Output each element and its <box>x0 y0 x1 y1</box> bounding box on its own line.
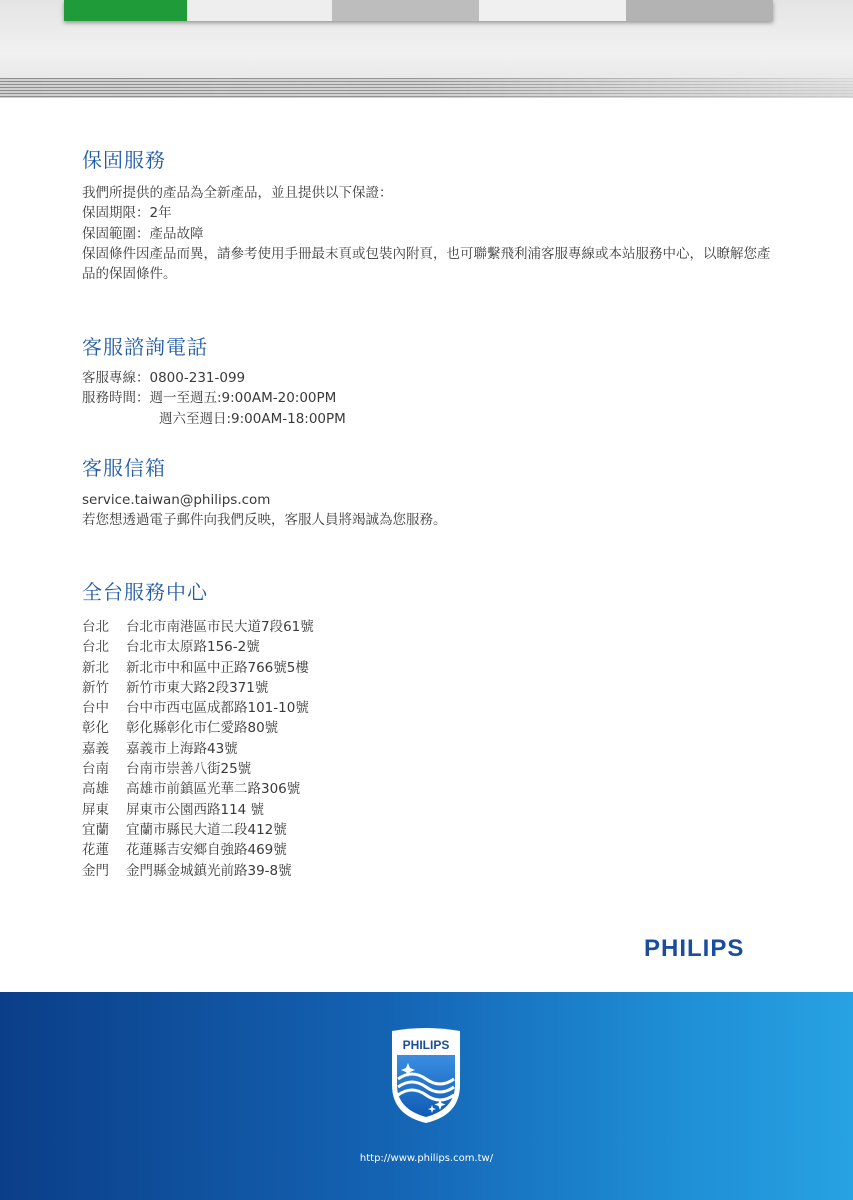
center-row <box>82 739 782 759</box>
philips-wordmark: PHILIPS <box>644 935 745 962</box>
center-address: 台中市西屯區成都路101-10號 <box>126 700 309 717</box>
hotline-hours-weekday: 週一至週五:9:00AM-20:00PM <box>149 390 337 407</box>
center-city: 台北 <box>82 619 109 635</box>
strip-segment-green <box>64 0 187 21</box>
center-city: 金門 <box>82 862 109 879</box>
center-row <box>82 820 782 840</box>
banner-stripes <box>0 78 853 98</box>
center-city: 台中 <box>82 700 109 717</box>
center-address: 宜蘭市縣民大道二段412號 <box>126 821 287 838</box>
center-row <box>82 637 782 657</box>
center-address: 屏東市公園西路114 號 <box>126 801 265 818</box>
warranty-period: 保固期限：2年 <box>82 205 172 222</box>
email-address: service.taiwan@philips.com <box>82 492 271 508</box>
center-row <box>82 800 782 820</box>
center-row <box>82 698 782 718</box>
center-city: 台北 <box>82 639 109 656</box>
shield-wordmark: PHILIPS <box>402 1038 450 1052</box>
center-city: 新竹 <box>82 679 109 696</box>
hotline-title: 客服諮詢電話 <box>82 335 208 359</box>
center-address: 新北市中和區中正路766號5樓 <box>126 659 309 676</box>
hotline-phone: 0800-231-099 <box>149 370 246 386</box>
centers-title: 全台服務中心 <box>82 580 208 604</box>
center-city: 花蓮 <box>82 842 109 859</box>
hotline-hours-row-2 <box>82 409 782 429</box>
hotline-block <box>82 368 782 429</box>
centers-list <box>82 617 782 881</box>
center-city: 新北 <box>82 659 109 676</box>
email-note: 若您想透過電子郵件向我們反映，客服人員將竭誠為您服務。 <box>82 512 447 529</box>
center-row <box>82 840 782 860</box>
warranty-title: 保固服務 <box>82 148 166 172</box>
email-title: 客服信箱 <box>82 456 166 480</box>
center-address: 高雄市前鎮區光華二路306號 <box>126 781 301 798</box>
hotline-hours-label: 服務時間： <box>82 390 150 407</box>
center-address: 台北市太原路156-2號 <box>126 639 260 656</box>
center-row <box>82 861 782 881</box>
center-row <box>82 678 782 698</box>
hotline-phone-label: 客服專線： <box>82 370 150 386</box>
center-city: 彰化 <box>82 720 109 737</box>
footer-url[interactable]: http://www.philips.com.tw/ <box>359 1153 494 1164</box>
center-address: 花蓮縣吉安鄉自強路469號 <box>126 842 287 859</box>
center-row <box>82 759 782 779</box>
center-address: 新竹市東大路2段371號 <box>126 679 269 696</box>
center-city: 屏東 <box>82 801 109 818</box>
center-city: 台南 <box>82 761 109 778</box>
strip-segment <box>479 0 626 21</box>
center-row <box>82 617 782 637</box>
strip-segment <box>626 0 773 21</box>
philips-shield-icon <box>388 1027 464 1125</box>
strip-segment <box>332 0 479 21</box>
hotline-phone-row <box>82 368 782 388</box>
center-row <box>82 779 782 799</box>
center-address: 彰化縣彰化市仁愛路80號 <box>126 720 279 737</box>
center-city: 宜蘭 <box>82 821 109 838</box>
warranty-conditions: 保固條件因產品而異，請參考使用手冊最末頁或包裝內附頁，也可聯繫飛利浦客服專線或本站服務中心，以瞭解您產品的保固條件。 <box>82 245 771 283</box>
center-address: 台南市崇善八街25號 <box>126 761 252 778</box>
warranty-block <box>82 183 774 284</box>
center-address: 金門縣金城鎮光前路39-8號 <box>126 862 292 879</box>
center-row <box>82 658 782 678</box>
hotline-hours-row <box>82 388 782 408</box>
center-row <box>82 718 782 738</box>
hotline-hours-weekend: 週六至週日:9:00AM-18:00PM <box>159 410 346 427</box>
warranty-intro: 我們所提供的產品為全新產品，並且提供以下保證： <box>82 185 393 201</box>
email-block <box>82 490 782 531</box>
warranty-scope: 保固範圍：產品故障 <box>82 225 204 242</box>
center-address: 嘉義市上海路43號 <box>126 740 238 757</box>
center-city: 高雄 <box>82 781 109 798</box>
center-city: 嘉義 <box>82 740 109 757</box>
top-banner <box>0 0 853 98</box>
center-address: 台北市南港區市民大道7段61號 <box>126 619 314 635</box>
strip-segment <box>187 0 332 21</box>
color-strip <box>64 0 773 21</box>
